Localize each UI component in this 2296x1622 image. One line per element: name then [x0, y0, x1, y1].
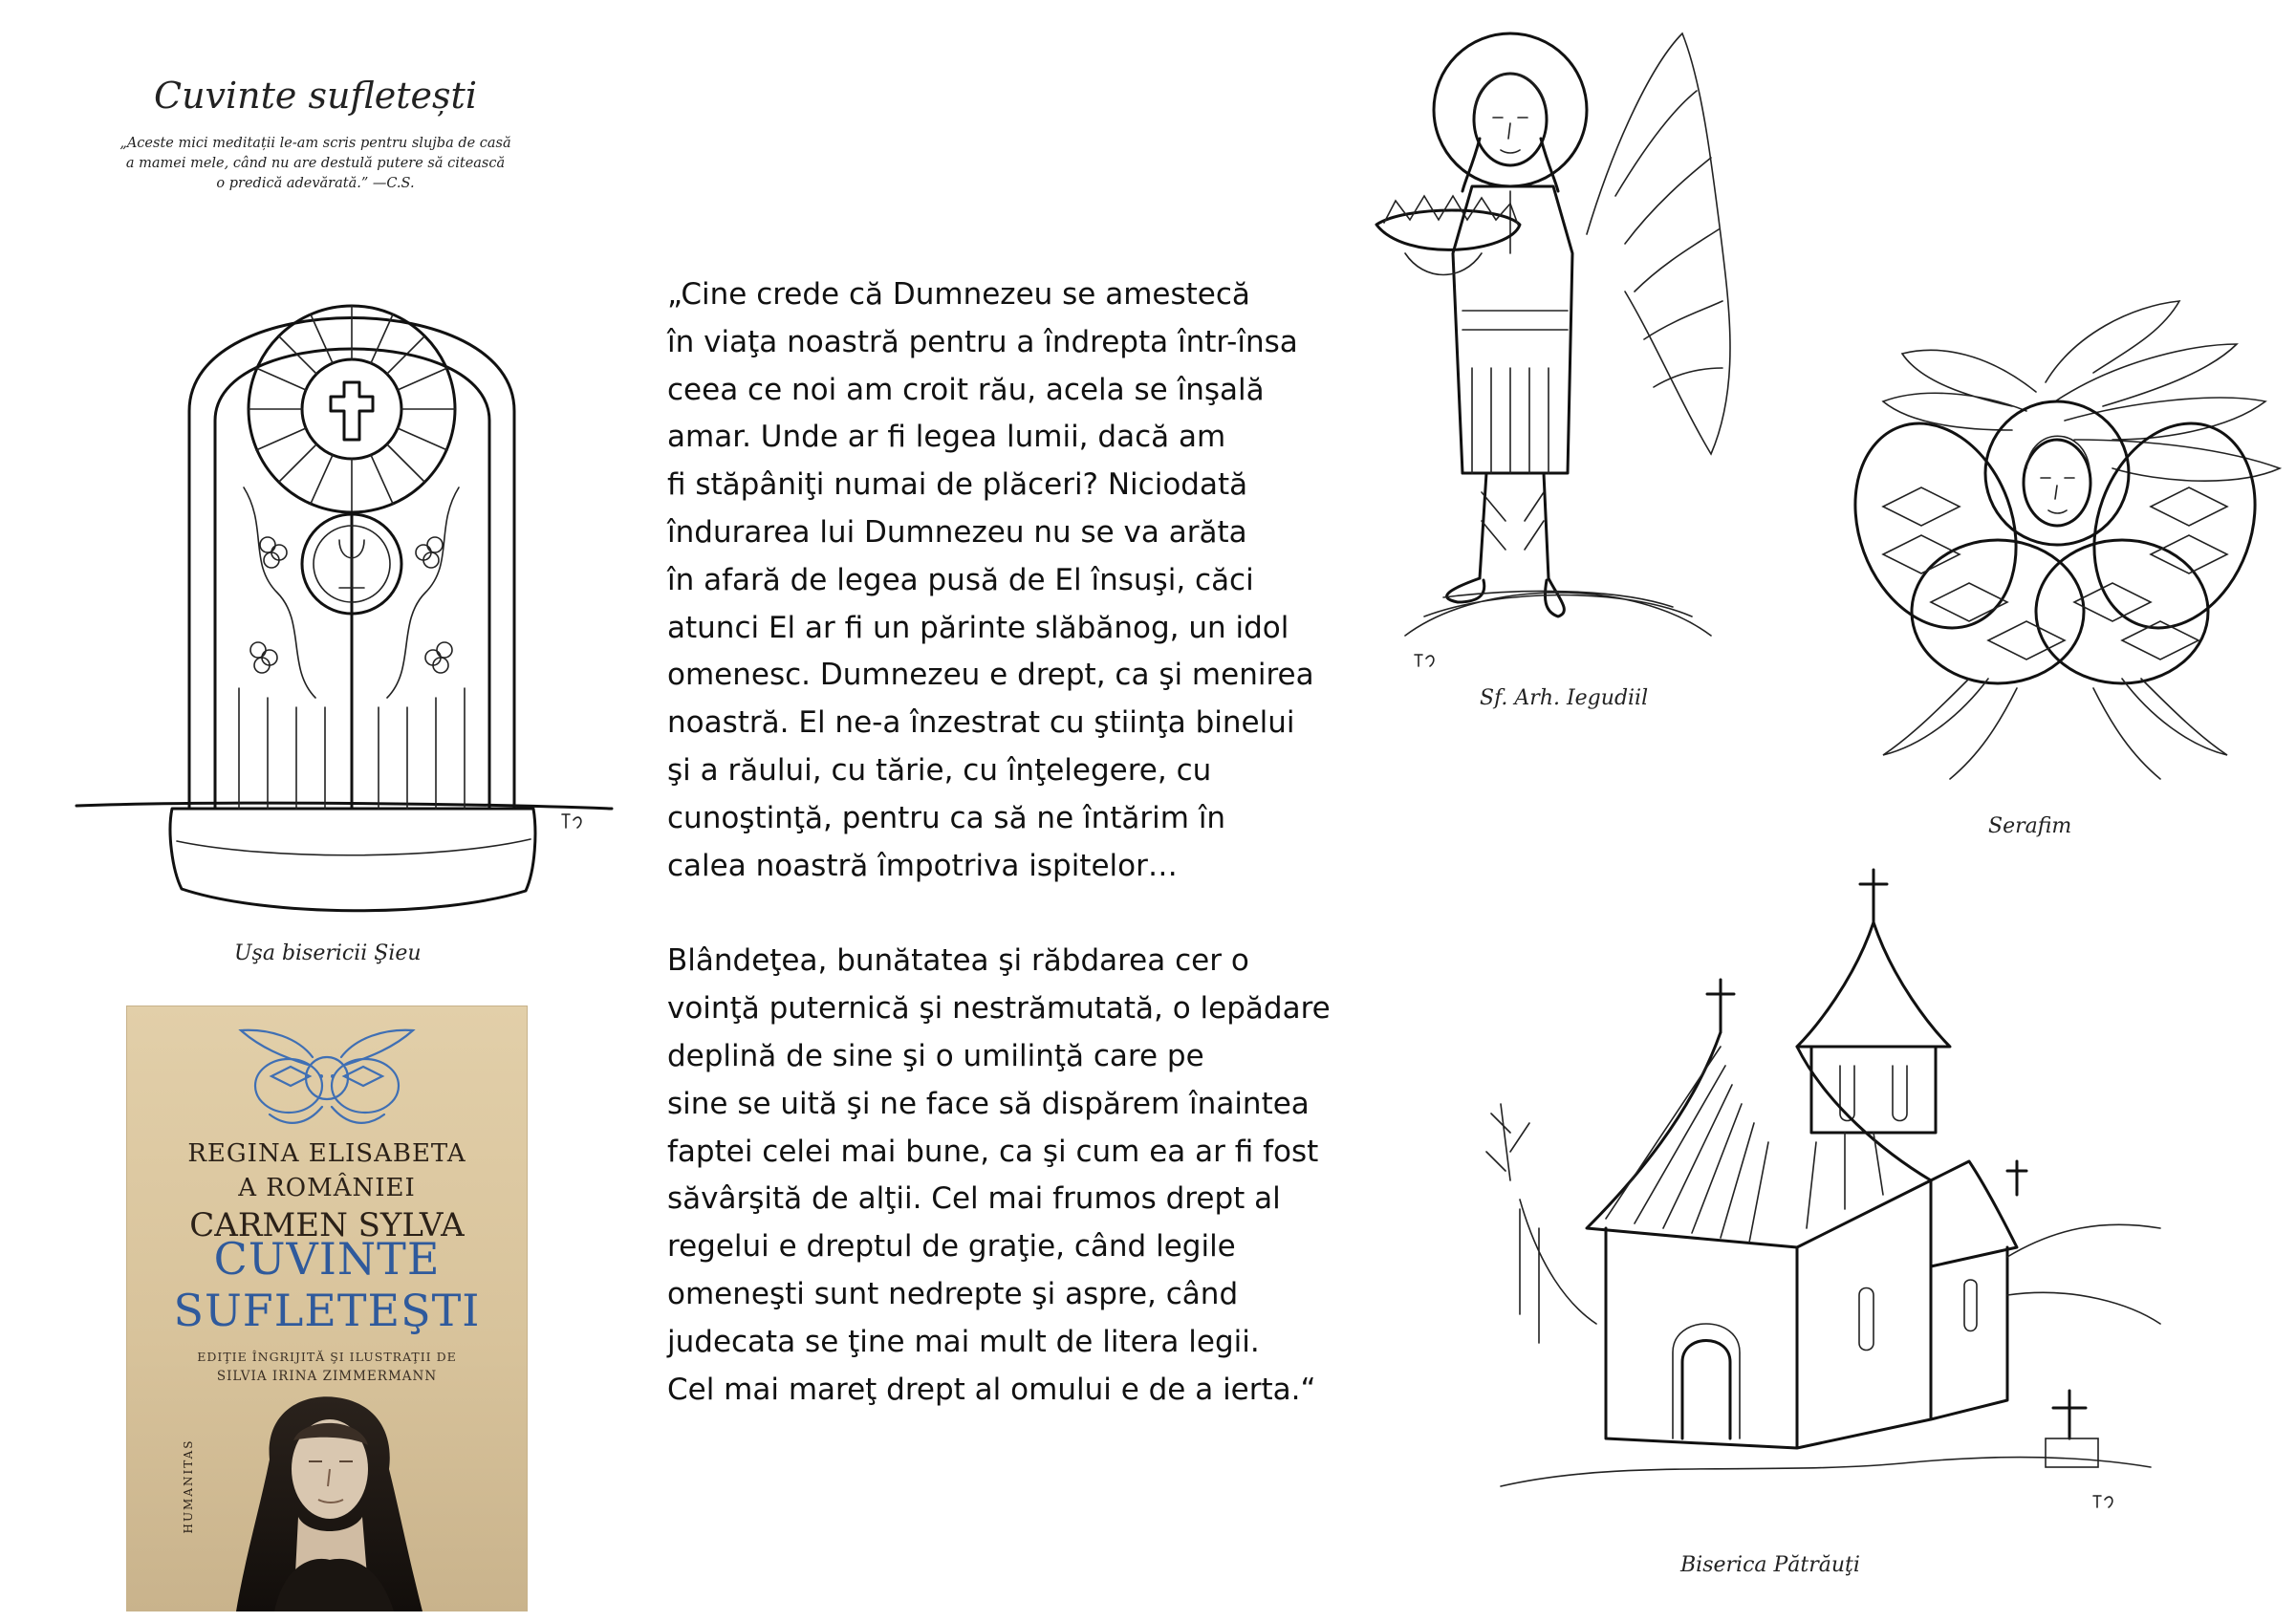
cover-subtitle-line2: SILVIA IRINA ZIMMERMANN: [216, 1369, 438, 1384]
cover-subtitle-line1: EDIŢIE ÎNGRIJITĂ ŞI ILUSTRAŢII DE: [197, 1350, 457, 1364]
cover-publisher: HUMANITAS: [182, 1438, 195, 1534]
seraph-caption: Serafim: [1988, 814, 2072, 838]
main-text: [667, 271, 1413, 1414]
text-line: ceea ce noi am croit rău, acela se înşală: [667, 372, 1265, 407]
text-line: în afară de legea pusă de El însuşi, căci: [667, 562, 1254, 597]
text-line: sine se uită şi ne face să dispărem înaintea: [667, 1086, 1310, 1121]
angel-caption: Sf. Arh. Iegudiil: [1480, 686, 1649, 710]
text-line: calea noastră împotriva ispitelor…: [667, 848, 1178, 883]
cover-title-line1: CUVINTE: [213, 1233, 441, 1285]
seraph-illustration: [1845, 296, 2294, 793]
cover-seraph-emblem: [231, 1019, 422, 1134]
text-line: amar. Unde ar fi legea lumii, dacă am: [667, 420, 1226, 455]
page-title: Cuvinte sufletești: [154, 75, 477, 117]
text-line: judecata se ţine mai mult de litera legii.: [667, 1324, 1260, 1359]
text-line: săvârşită de alţii. Cel mai frumos drept al: [667, 1181, 1281, 1217]
paragraph-1: [667, 271, 1413, 890]
church-illustration: [1482, 865, 2170, 1534]
text-line: atunci El ar fi un părinte slăbănog, un idol: [667, 610, 1289, 645]
text-line: voinţă puternică şi nestrămutată, o lepădare: [667, 991, 1331, 1027]
text-line: îndurarea lui Dumnezeu nu se va arăta: [667, 514, 1247, 550]
text-line: cunoştinţă, pentru ca să ne întărim în: [667, 800, 1226, 835]
church-caption: Biserica Pătrăuţi: [1680, 1553, 1860, 1577]
text-line: şi a răului, cu tărie, cu înţelegere, cu: [667, 752, 1212, 788]
text-line: fi stăpâniţi numai de plăceri? Niciodată: [667, 467, 1248, 503]
text-line: regelui e dreptul de graţie, când legile: [667, 1229, 1236, 1265]
text-line: Blândeţea, bunătatea şi răbdarea cer o: [667, 943, 1249, 979]
text-line: în viaţa noastră pentru a îndrepta într-însa: [667, 324, 1298, 359]
cover-author-line2: A ROMÂNIEI: [238, 1174, 416, 1202]
cover-portrait: [217, 1393, 446, 1611]
quote-line: „Aceste mici meditații le-am scris pentru slujba de casă: [119, 136, 511, 151]
cover-author-line1: REGINA ELISABETA: [187, 1139, 466, 1168]
paragraph-2: [667, 938, 1413, 1414]
text-line: faptei celei mai bune, ca şi cum ea ar fi fost: [667, 1134, 1319, 1169]
text-line: noastră. El ne-a înzestrat cu ştiinţa binelui: [667, 705, 1295, 741]
book-cover: [126, 1006, 528, 1611]
church-door-illustration: [76, 249, 612, 937]
cover-title-line2: SUFLETEŞTI: [173, 1285, 481, 1336]
text-line: „Cine crede că Dumnezeu se amestecă: [667, 277, 1250, 312]
text-line: omeneşti sunt nedrepte şi aspre, când: [667, 1276, 1239, 1311]
door-caption: Uşa bisericii Şieu: [234, 941, 422, 965]
text-line: Cel mai mareţ drept al omului e de a ierta.“: [667, 1372, 1316, 1407]
quote-line: a mamei mele, când nu are destulă putere să citească: [125, 156, 506, 171]
archangel-illustration: [1367, 24, 1826, 693]
cover-author-name: CARMEN SYLVA: [189, 1206, 465, 1244]
header-quote: [115, 134, 516, 194]
quote-line: o predică adevărată.” —C.S.: [216, 176, 415, 191]
text-line: deplină de sine şi o umilinţă care pe: [667, 1038, 1204, 1073]
text-line: omenesc. Dumnezeu e drept, ca şi menirea: [667, 658, 1314, 693]
